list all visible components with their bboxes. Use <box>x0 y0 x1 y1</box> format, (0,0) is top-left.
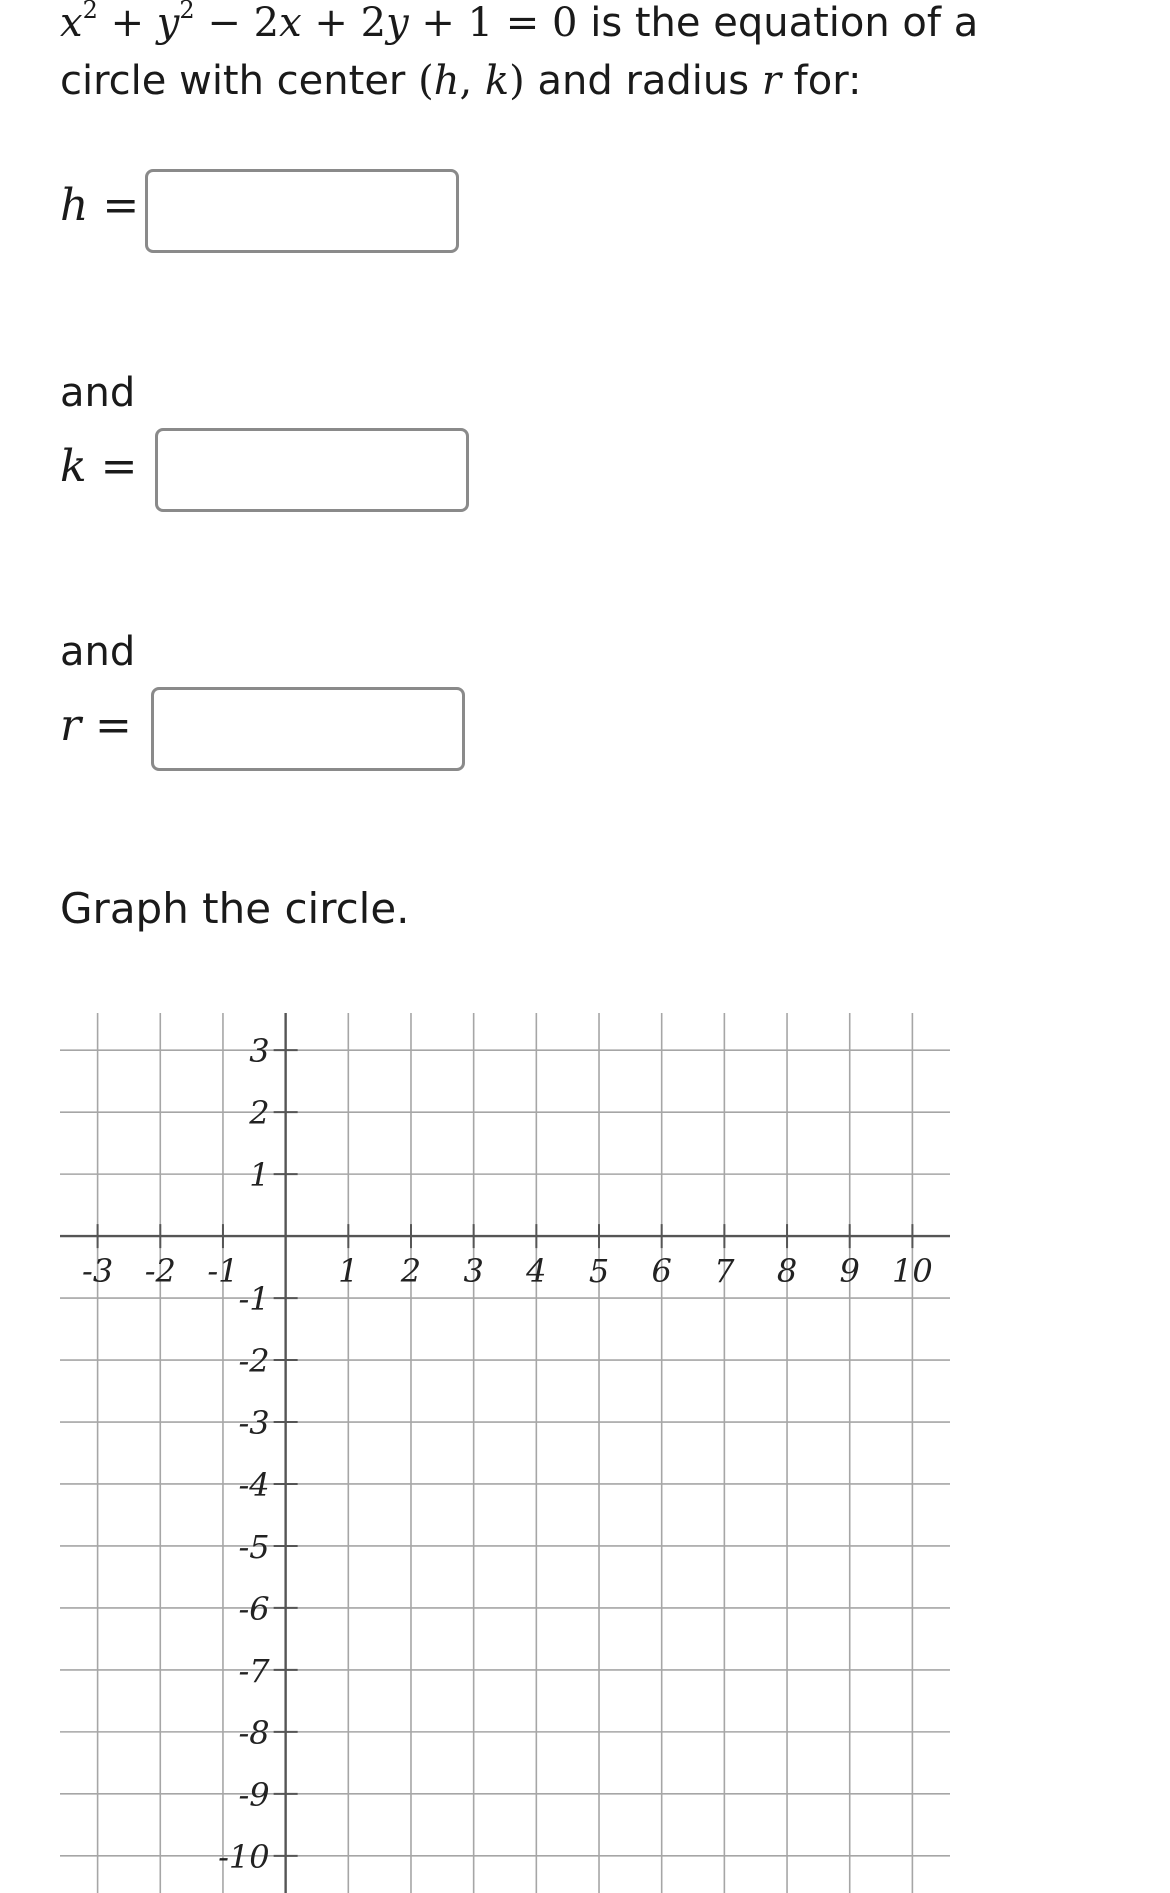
eq-x-linear: x <box>279 0 302 46</box>
y-tick-label: 2 <box>249 1094 270 1133</box>
r-label: r = <box>60 700 132 751</box>
x-tick-label: 7 <box>714 1252 735 1291</box>
and-label-1: and <box>60 370 136 416</box>
eq-plus-2: + <box>314 0 348 46</box>
k-input[interactable] <box>155 428 469 512</box>
x-tick-label: 4 <box>526 1252 547 1291</box>
h-input[interactable] <box>145 169 459 253</box>
y-tick-label: -2 <box>238 1342 270 1381</box>
y-tick-label: -10 <box>218 1837 270 1876</box>
x-tick-label: 1 <box>338 1252 359 1291</box>
x-tick-label: -3 <box>82 1252 114 1291</box>
x-tick-label: -2 <box>144 1252 176 1291</box>
eq-x-exponent: 2 <box>82 0 98 24</box>
x-tick-label: 3 <box>463 1252 484 1291</box>
y-tick-label: -1 <box>238 1280 270 1319</box>
graph-prompt: Graph the circle. <box>60 884 410 933</box>
problem-text-1: is the equation of a <box>590 0 979 46</box>
eq-rhs: 0 <box>552 0 578 46</box>
h-label: h = <box>60 180 140 231</box>
x-tick-label: 10 <box>892 1252 933 1291</box>
x-tick-label: 6 <box>651 1252 672 1291</box>
y-tick-label: -6 <box>238 1589 270 1628</box>
y-tick-label: 3 <box>249 1032 270 1071</box>
problem-line-1 <box>60 0 978 57</box>
eq-plus-3: + <box>421 0 455 46</box>
eq-plus-1: + <box>110 0 145 46</box>
eq-y-linear: y <box>386 0 409 46</box>
problem-text-3: and radius <box>537 58 750 104</box>
x-tick-label: 5 <box>588 1252 610 1291</box>
coordinate-graph[interactable] <box>0 990 1170 1893</box>
eq-y-exponent: 2 <box>179 0 195 24</box>
y-tick-label: 1 <box>249 1156 270 1195</box>
eq-x: x <box>60 0 83 46</box>
r-input[interactable] <box>151 687 465 771</box>
eq-constant: 1 <box>467 0 494 46</box>
y-tick-label: -9 <box>238 1775 270 1814</box>
eq-coef-2x: 2 <box>253 0 280 46</box>
y-tick-label: -3 <box>238 1404 270 1443</box>
y-tick-label: -8 <box>238 1713 270 1752</box>
problem-line-2 <box>60 52 861 110</box>
and-label-2: and <box>60 629 136 675</box>
radius-var: r <box>761 58 781 104</box>
x-tick-label: 9 <box>839 1252 860 1291</box>
eq-coef-2y: 2 <box>360 0 387 46</box>
eq-y: y <box>156 0 180 46</box>
x-tick-label: 8 <box>776 1252 798 1291</box>
y-tick-label: -4 <box>238 1465 270 1504</box>
problem-text-4: for: <box>793 58 862 104</box>
x-tick-label: 2 <box>400 1252 422 1291</box>
y-tick-label: -5 <box>238 1527 270 1566</box>
eq-minus: − <box>207 0 241 46</box>
center-notation: (h, k) <box>418 58 525 104</box>
problem-text-2: circle with center <box>60 58 406 104</box>
k-label: k = <box>60 441 138 492</box>
x-tick-label: -1 <box>207 1252 239 1291</box>
eq-equals: = <box>505 0 540 46</box>
y-tick-label: -7 <box>238 1651 270 1690</box>
